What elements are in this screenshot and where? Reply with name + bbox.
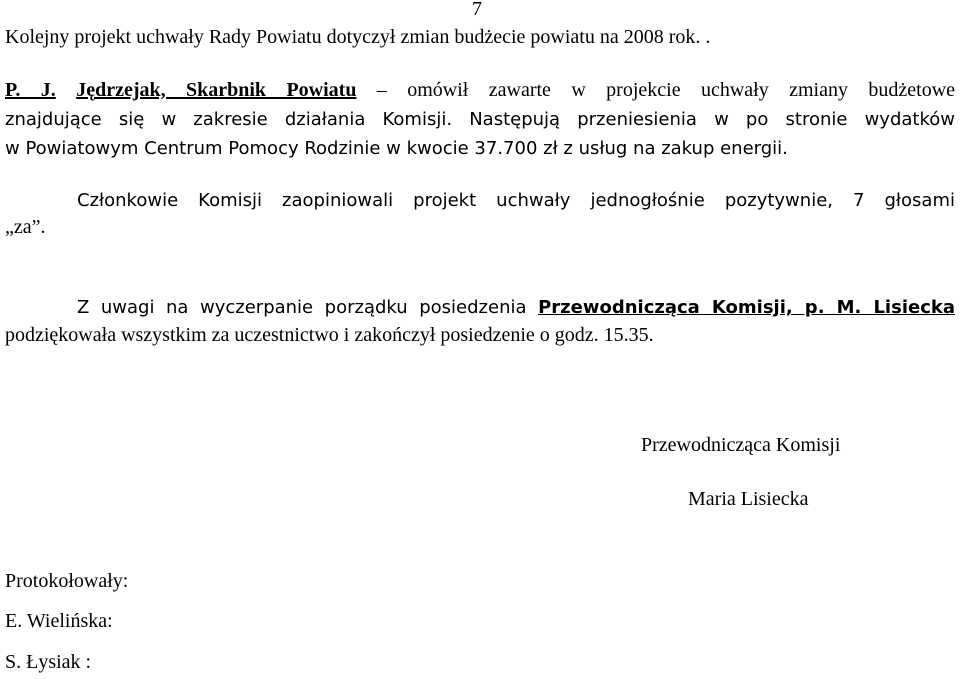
page-number: 7 — [472, 0, 482, 20]
speaker-initials: P. J. — [5, 79, 56, 101]
minutes-person-2: S. Łysiak : — [5, 651, 92, 673]
minutes-person-1: E. Wielińska: — [5, 610, 113, 632]
signature-title: Przewodnicząca Komisji — [641, 434, 841, 456]
treasurer-line1-rest: – omówił zawarte w projekcie uchwały zmiany budżetowe — [376, 79, 956, 101]
paragraph-treasurer-line3: w Powiatowym Centrum Pomocy Rodzinie w kwocie 37.700 zł z usług na zakup energii. — [5, 138, 788, 159]
paragraph-vote-line1: Członkowie Komisji zaopiniowali projekt uchwały jednogłośnie pozytywnie, 7 głosami — [77, 190, 955, 211]
paragraph-closing-line1 — [77, 297, 955, 318]
chair-name: Przewodnicząca Komisji, p. M. Lisiecka — [538, 297, 955, 318]
paragraph-treasurer-line2: znajdujące się w zakresie działania Komisji. Następują przeniesienia w po stronie wydatków — [5, 109, 955, 130]
paragraph-closing-line2: podziękowała wszystkim za uczestnictwo i zakończył posiedzenie o godz. 15.35. — [5, 324, 654, 346]
closing-line1-start: Z uwagi na wyczerpanie porządku posiedzenia — [77, 297, 527, 318]
minutes-label: Protokołowały: — [5, 570, 129, 592]
paragraph-treasurer-line1 — [5, 79, 955, 102]
signature-name: Maria Lisiecka — [688, 488, 809, 510]
paragraph-vote-line2: „za”. — [5, 216, 46, 238]
speaker-name: Jędrzejak, Skarbnik Powiatu — [76, 79, 357, 101]
paragraph-budget-intro: Kolejny projekt uchwały Rady Powiatu dotyczył zmian budżecie powiatu na 2008 rok. . — [5, 26, 711, 48]
